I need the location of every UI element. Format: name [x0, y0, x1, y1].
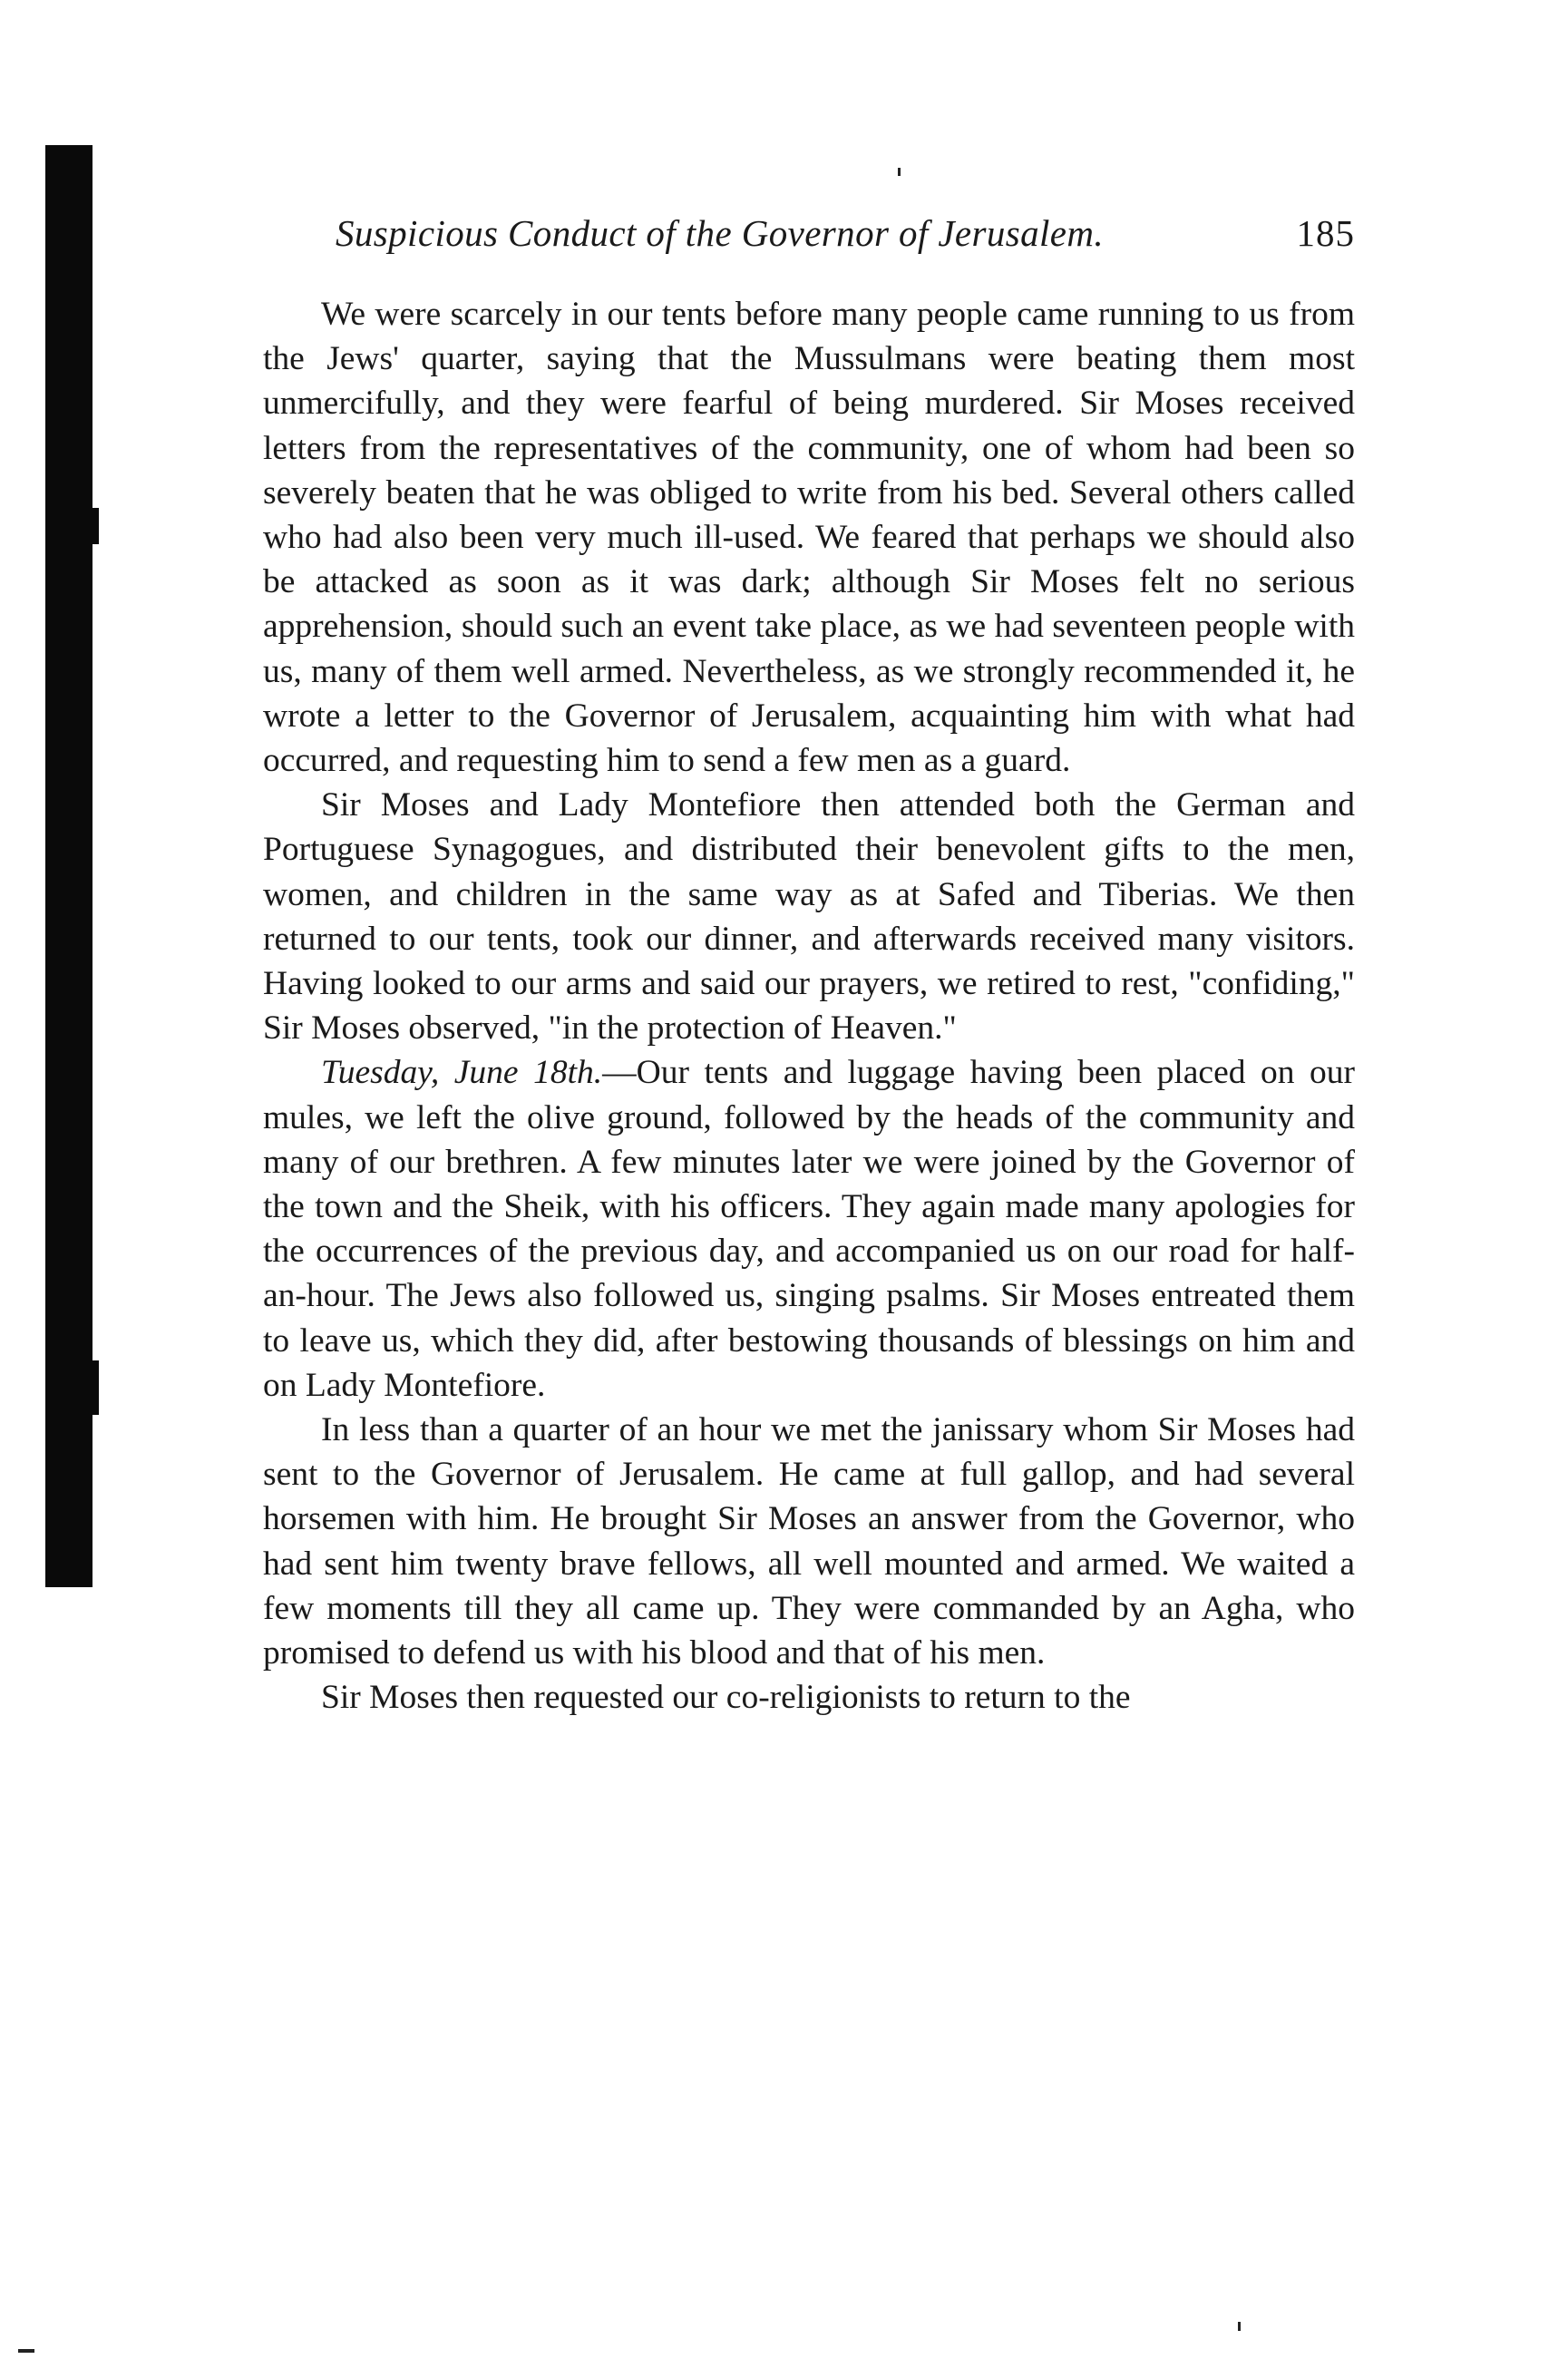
- paragraph-text: Sir Moses and Lady Montefiore then attended both the German and Portuguese Synagogues, and distributed their benevolent gifts to the men, women, and children in the same way as at Safed and Tiberias. We then returned to our tents, took our dinner, and afterwards received many visitors. Having looked to our arms and said our prayers, we retired to rest, "confiding," Sir Moses observed, "in the protection of Heaven.": [263, 786, 1355, 1048]
- paragraph-text: We were scarcely in our tents before many people came running to us from the Jews' quarter, saying that the Mussulmans were beating them most unmercifully, and they were fearful of being murdered. Sir Moses received letters from the representatives of the community, one of whom had been so severely beaten that he was obliged to write from his bed. Several others called who had also been very much ill-used. We feared that perhaps we should also be attacked as soon as it was dark; although Sir Moses felt no serious apprehension, should such an event take place, as we had seventeen people with us, many of them well armed. Nevertheless, as we strongly recommended it, he wrote a letter to the Governor of Jerusalem, acquainting him with what had occurred, and requesting him to send a few men as a guard.: [263, 296, 1355, 780]
- paragraph: [263, 1050, 1355, 1408]
- scan-speck: [18, 2349, 34, 2353]
- date-heading: Tuesday, June 18th.: [321, 1054, 603, 1092]
- page-body: [263, 292, 1355, 1721]
- page-number: 185: [1296, 212, 1355, 254]
- paragraph-text: Sir Moses then requested our co-religionists to return to the: [321, 1679, 1131, 1717]
- running-header: [336, 211, 1355, 275]
- paragraph-text: —Our tents and luggage having been placed on our mules, we left the olive ground, followed by the heads of the community and many of our brethren. A few minutes later we were joined by the Governor of the town and the Sheik, with his officers. They again made many apologies for the occurrences of the previous day, and accompanied us on our road for half-an-hour. The Jews also followed us, singing psalms. Sir Moses entreated them to leave us, which they did, after bestowing thousands of blessings on him and on Lady Montefiore.: [263, 1054, 1355, 1404]
- scan-binding-notch: [86, 508, 99, 544]
- paragraph: [263, 783, 1355, 1050]
- paragraph: [263, 1675, 1355, 1720]
- scan-binding-notch: [86, 1360, 99, 1415]
- scan-speck: [898, 168, 901, 176]
- paragraph: [263, 292, 1355, 783]
- scan-speck: [1238, 2322, 1241, 2331]
- paragraph-text: In less than a quarter of an hour we met the janissary whom Sir Moses had sent to the Governor of Jerusalem. He came at full gallop, and had several horsemen with him. He brought Sir Moses an answer from the Governor, who had sent him twenty brave fellows, all well mounted and armed. We waited a few moments till they all came up. They were commanded by an Agha, who promised to defend us with his blood and that of his men.: [263, 1411, 1355, 1672]
- running-title: Suspicious Conduct of the Governor of Jerusalem.: [336, 212, 1105, 254]
- paragraph: [263, 1408, 1355, 1675]
